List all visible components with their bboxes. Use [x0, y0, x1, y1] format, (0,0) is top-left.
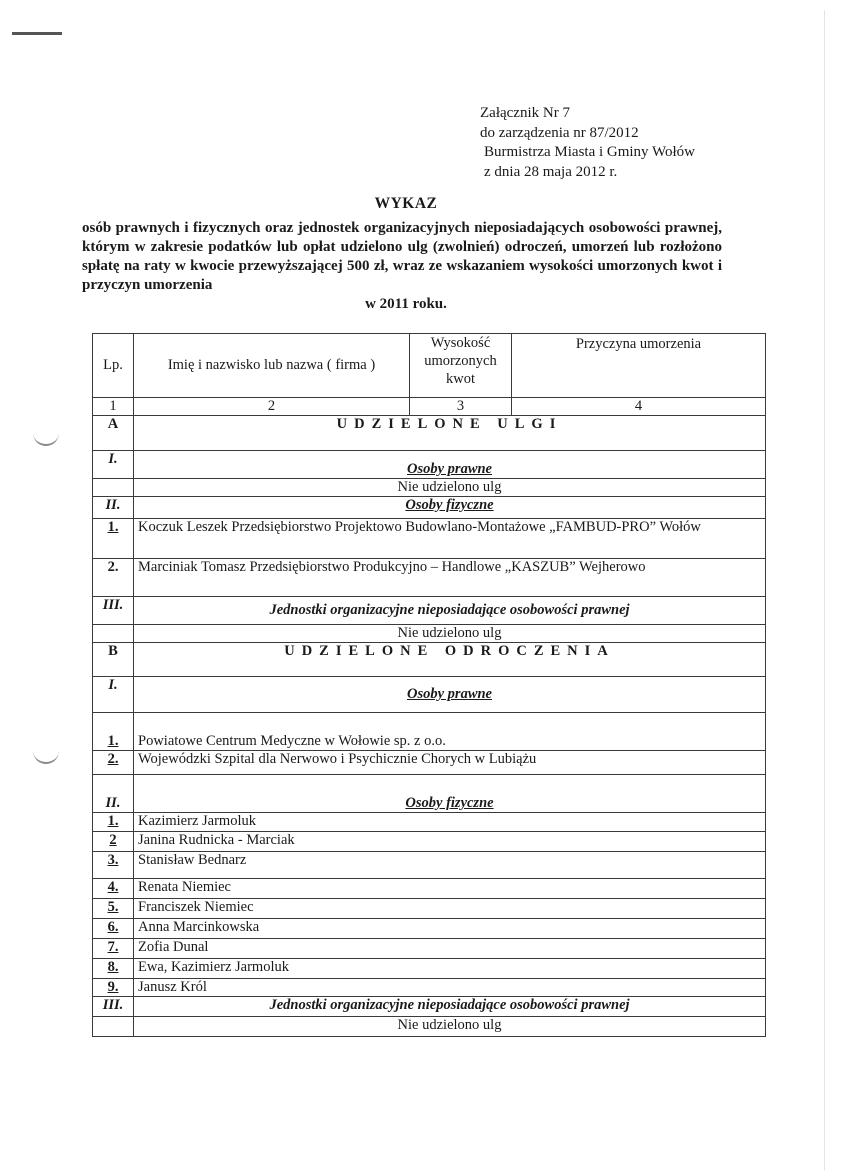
- entry-number: 2.: [93, 751, 134, 775]
- empty-cell: [93, 479, 134, 497]
- table-row: [93, 559, 766, 597]
- entry-name: Kazimierz Jarmoluk: [134, 813, 766, 832]
- section-a-group-2-code: II.: [93, 497, 134, 519]
- table-header-row: [93, 334, 766, 398]
- section-a-group-1-row: [93, 451, 766, 479]
- section-b-group-3-note: Nie udzielono ulg: [134, 1017, 766, 1037]
- section-b-row: [93, 643, 766, 677]
- table-row: [93, 519, 766, 559]
- empty-cell: [93, 1017, 134, 1037]
- entry-name: Ewa, Kazimierz Jarmoluk: [134, 959, 766, 979]
- section-b-group-2-row: [93, 775, 766, 813]
- section-a-group-2-label: Osoby fizyczne: [134, 497, 766, 519]
- header-lp: Lp.: [93, 334, 134, 398]
- page-edge: [824, 10, 825, 1170]
- table-row: [93, 979, 766, 997]
- annex-line-2: do zarządzenia nr 87/2012: [480, 124, 639, 141]
- annex-line-1: Załącznik Nr 7: [480, 105, 570, 121]
- section-b-code: B: [93, 643, 134, 677]
- annex-line-4: z dnia 28 maja 2012 r.: [484, 163, 618, 180]
- entry-name: Powiatowe Centrum Medyczne w Wołowie sp. z o.o.: [134, 713, 766, 751]
- entry-name: Anna Marcinkowska: [134, 919, 766, 939]
- document-title: WYKAZ: [374, 195, 438, 212]
- entry-number: 2: [93, 832, 134, 852]
- section-a-group-3-note: Nie udzielono ulg: [134, 625, 766, 643]
- annex-line-3: Burmistrza Miasta i Gminy Wołów: [484, 144, 695, 160]
- punch-hole-bottom: [33, 748, 59, 764]
- section-a-group-2-row: [93, 497, 766, 519]
- entry-name: Marciniak Tomasz Przedsiębiorstwo Produkcyjno – Handlowe „KASZUB” Wejherowo: [134, 559, 766, 597]
- section-b-group-2-code: II.: [93, 775, 134, 813]
- section-b-group-3-label: Jednostki organizacyjne nieposiadające osobowości prawnej: [134, 997, 766, 1017]
- section-a-group-1-label: Osoby prawne: [134, 451, 766, 479]
- register-table: [92, 333, 766, 1037]
- entry-number: 7.: [93, 939, 134, 959]
- section-a-row: [93, 416, 766, 451]
- entry-name: Wojewódzki Szpital dla Nerwowo i Psychicznie Chorych w Lubiążu: [134, 751, 766, 775]
- entry-number: 1.: [93, 519, 134, 559]
- section-a-group-3-note-row: [93, 625, 766, 643]
- table-row: [93, 919, 766, 939]
- section-a-group-1-note: Nie udzielono ulg: [134, 479, 766, 497]
- entry-name: Zofia Dunal: [134, 939, 766, 959]
- table-row: [93, 813, 766, 832]
- section-b-group-2-label: Osoby fizyczne: [134, 775, 766, 813]
- document-description: osób prawnych i fizycznych oraz jednostek organizacyjnych nieposiadających osobowości prawnej, którym w zakresie podatków lub opłat udzielono ulg (zwolnień) odroczeń, umorzeń lub rozłożono spłatę na raty w kwocie przewyższającej 500 zł, wraz ze wskazaniem wysokości umorzonych kwot i przyczyn umorzenia: [82, 220, 722, 293]
- section-a-group-3-row: [93, 597, 766, 625]
- entry-number: 1.: [93, 713, 134, 751]
- entry-name: Janina Rudnicka - Marciak: [134, 832, 766, 852]
- section-a-title: UDZIELONE ULGI: [134, 416, 766, 451]
- col-number-4: 4: [512, 398, 766, 416]
- entry-number: 4.: [93, 879, 134, 899]
- column-number-row: [93, 398, 766, 416]
- entry-name: Franciszek Niemiec: [134, 899, 766, 919]
- table-row: [93, 751, 766, 775]
- table-row: [93, 959, 766, 979]
- section-b-group-3-note-row: [93, 1017, 766, 1037]
- table-row: [93, 879, 766, 899]
- section-a-group-3-code: III.: [93, 597, 134, 625]
- section-a-group-1-note-row: [93, 479, 766, 497]
- table-row: [93, 832, 766, 852]
- entry-name: Stanisław Bednarz: [134, 852, 766, 879]
- header-amount: Wysokość umorzonych kwot: [410, 334, 512, 398]
- section-b-title: UDZIELONE ODROCZENIA: [134, 643, 766, 677]
- entry-number: 2.: [93, 559, 134, 597]
- empty-cell: [93, 625, 134, 643]
- entry-name: Janusz Król: [134, 979, 766, 997]
- section-a-code: A: [93, 416, 134, 451]
- entry-name: Koczuk Leszek Przedsiębiorstwo Projektowo Budowlano-Montażowe „FAMBUD-PRO” Wołów: [134, 519, 766, 559]
- entry-number: 1.: [93, 813, 134, 832]
- entry-number: 3.: [93, 852, 134, 879]
- section-a-group-1-code: I.: [93, 451, 134, 479]
- col-number-1: 1: [93, 398, 134, 416]
- scan-mark: [12, 32, 62, 35]
- col-number-3: 3: [410, 398, 512, 416]
- section-b-group-1-label: Osoby prawne: [134, 677, 766, 713]
- header-name: Imię i nazwisko lub nazwa ( firma ): [134, 334, 410, 398]
- entry-name: Renata Niemiec: [134, 879, 766, 899]
- table-row: [93, 852, 766, 879]
- entry-number: 5.: [93, 899, 134, 919]
- table-row: [93, 713, 766, 751]
- section-b-group-1-row: [93, 677, 766, 713]
- section-b-group-3-row: [93, 997, 766, 1017]
- col-number-2: 2: [134, 398, 410, 416]
- section-a-group-3-label: Jednostki organizacyjne nieposiadające osobowości prawnej: [134, 597, 766, 625]
- punch-hole-top: [33, 430, 59, 446]
- annex-reference: [480, 104, 695, 182]
- table-row: [93, 939, 766, 959]
- section-b-group-1-code: I.: [93, 677, 134, 713]
- entry-number: 6.: [93, 919, 134, 939]
- entry-number: 9.: [93, 979, 134, 997]
- document-year: w 2011 roku.: [365, 296, 447, 312]
- table-row: [93, 899, 766, 919]
- header-reason: Przyczyna umorzenia: [512, 334, 766, 398]
- section-b-group-3-code: III.: [93, 997, 134, 1017]
- entry-number: 8.: [93, 959, 134, 979]
